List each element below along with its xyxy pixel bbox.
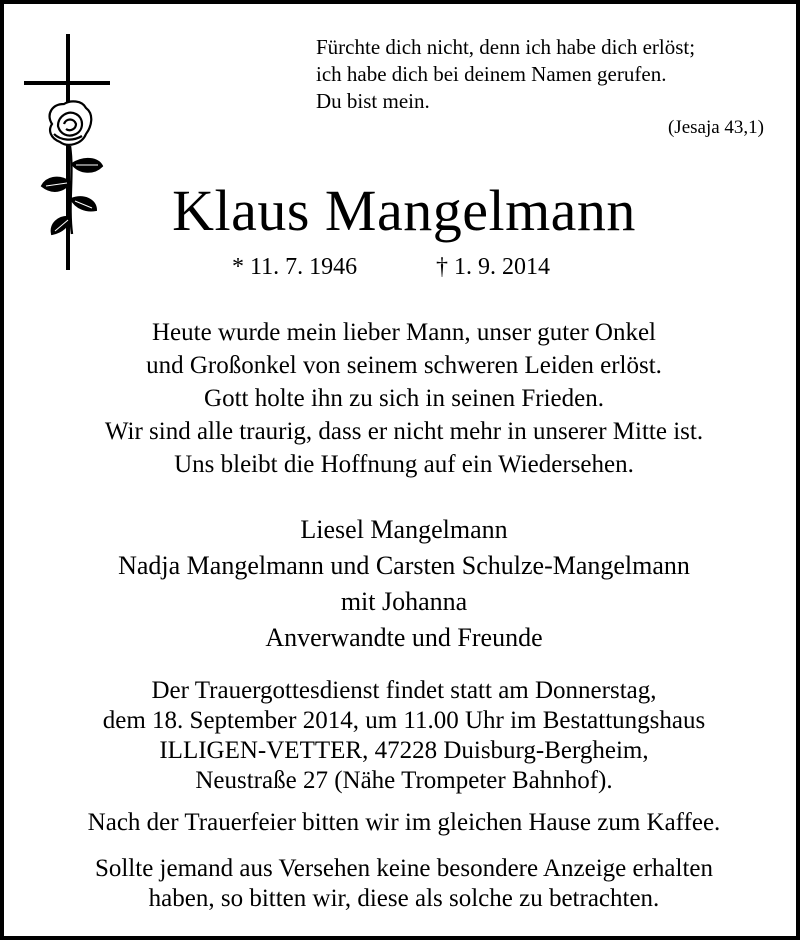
coffee-note [4, 808, 800, 838]
notice-text [4, 854, 800, 914]
bible-verse [316, 34, 776, 115]
notice-line: Sollte jemand aus Versehen keine besondere Anzeige erhalten [94, 855, 714, 882]
notice-line: haben, so bitten wir, diese als solche zu betrachten. [148, 885, 660, 912]
verse-line: ich habe dich bei deinem Namen gerufen. [316, 62, 667, 86]
coffee-note-text: Nach der Trauerfeier bitten wir im gleichen Hause zum Kaffee. [87, 809, 721, 836]
message-line: Uns bleibt die Hoffnung auf ein Wiedersehen. [174, 451, 634, 478]
mourner-line: mit Johanna [340, 587, 468, 616]
cross-with-rose-icon [24, 34, 124, 274]
mourner-line: Nadja Mangelmann und Carsten Schulze-Mangelmann [118, 551, 690, 580]
verse-reference: (Jesaja 43,1) [667, 117, 764, 138]
death-date: † 1. 9. 2014 [436, 254, 550, 280]
birth-date: * 11. 7. 1946 [232, 254, 358, 280]
service-line: Der Trauergottesdienst findet statt am Donnerstag, [151, 677, 657, 704]
verse-line: Fürchte dich nicht, denn ich habe dich erlöst; [316, 35, 696, 59]
deceased-name: Klaus Mangelmann [172, 178, 636, 243]
service-line: Neustraße 27 (Nähe Trompeter Bahnhof). [195, 767, 613, 794]
mourner-line: Liesel Mangelmann [300, 515, 508, 544]
mourners-list [4, 512, 800, 656]
mourner-line: Anverwandte und Freunde [265, 623, 543, 652]
message-line: und Großonkel von seinem schweren Leiden erlöst. [146, 352, 662, 379]
service-line: dem 18. September 2014, um 11.00 Uhr im Bestattungshaus [102, 707, 706, 734]
message-line: Heute wurde mein lieber Mann, unser guter Onkel [151, 319, 656, 346]
mourning-message [4, 316, 800, 481]
service-line: ILLIGEN-VETTER, 47228 Duisburg-Bergheim, [159, 737, 649, 764]
message-line: Wir sind alle traurig, dass er nicht mehr in unserer Mitte ist. [104, 418, 704, 445]
verse-line: Du bist mein. [316, 89, 430, 113]
funeral-service-info [4, 676, 800, 796]
message-line: Gott holte ihn zu sich in seinen Frieden. [204, 385, 604, 412]
